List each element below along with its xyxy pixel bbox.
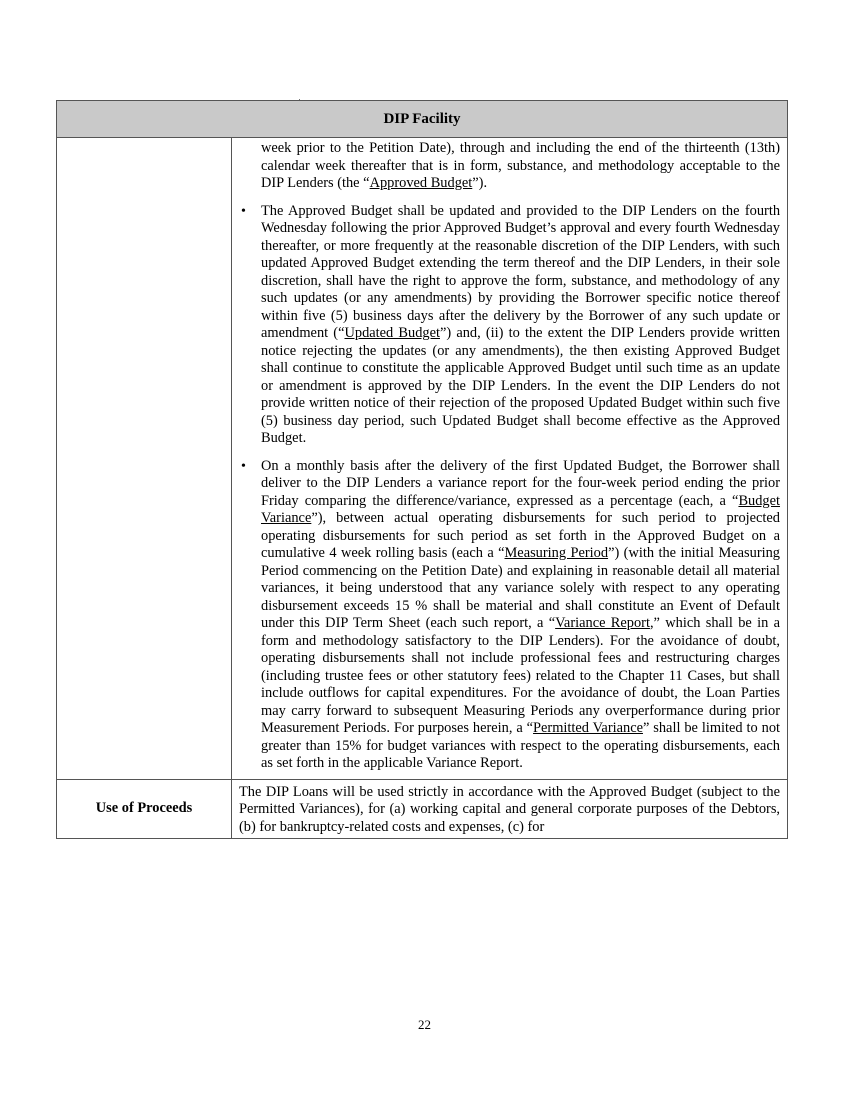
continuation-tail: ”). <box>472 175 488 191</box>
bullet-text: ”), between actual operating disbursements for such period to projected operating disbursements for such period as set forth in the Approved Budget on a cumulative 4 week rolling basis (each a “ <box>261 510 781 561</box>
continuation-text: week prior to the Petition Date), through and including the end of the thirteenth (13th) calendar week thereafter that is in form, substance, and methodology acceptable to the DIP Lenders (the “ <box>261 140 781 191</box>
table-header: DIP Facility <box>57 101 788 138</box>
bullet-text: On a monthly basis after the delivery of the first Updated Budget, the Borrower shall deliver to the DIP Lenders a variance report for the four-week period ending the prior Friday comparing the difference/variance, expressed as a percentage (each, a “ <box>261 457 781 509</box>
use-of-proceeds-label: Use of Proceeds <box>57 779 232 838</box>
bullet-icon: • <box>241 458 246 474</box>
bullet-variance-report <box>239 458 780 773</box>
continuation-paragraph <box>239 140 780 193</box>
defined-term-budget-variance: Budget Variance <box>261 492 781 526</box>
budget-row-label <box>57 138 232 780</box>
bullet-text: ” shall be limited to not greater than 15% for budget variances with respect to the operating disbursements, each as set forth in the applicable Variance Report. <box>261 720 781 771</box>
table-header-row <box>57 101 788 138</box>
defined-term-approved-budget: Approved Budget <box>369 175 473 191</box>
use-of-proceeds-content: The DIP Loans will be used strictly in accordance with the Approved Budget (subject to the Permitted Variances), for (a) working capital and general corporate purposes of the Debtors, (b) for bankruptcy-related costs and expenses, (c) for <box>232 779 788 838</box>
bullet-text: ,” which shall be in a form and methodology satisfactory to the DIP Lenders). For the avoidance of doubt, operating disbursements shall not include professional fees and restructuring charges (including trustee fees or other statutory fees) related to the Chapter 11 Cases, but shall include outflows for capital expenditures. For the avoidance of doubt, the Loan Parties may carry forward to subsequent Measuring Periods any overperformance during prior Measurement Periods. For purposes herein, a “ <box>261 615 781 736</box>
bullet-text: ”) (with the initial Measuring Period commencing on the Petition Date) and explaining in reasonable detail all material variances, it being understood that any variance solely with respect to any operating disbursement exceeds 15 % shall be material and shall constitute an Event of Default under this DIP Term Sheet (each such report, a “ <box>261 545 781 631</box>
bullet-icon: • <box>241 203 246 219</box>
defined-term-variance-report: Variance Report <box>555 615 650 631</box>
budget-row-content <box>232 138 788 780</box>
page-number: 22 <box>418 1017 431 1032</box>
dip-facility-table <box>56 100 788 839</box>
defined-term-permitted-variance: Permitted Variance <box>533 720 643 736</box>
bullet-updated-budget <box>239 203 780 448</box>
bullet-text: The Approved Budget shall be updated and provided to the DIP Lenders on the fourth Wednesday following the prior Approved Budget’s approval and every fourth Wednesday thereafter, or more frequently at the reasonable discretion of the DIP Lenders, with such updated Approved Budget extending the term thereof and the DIP Lenders, in their sole discretion, shall have the right to approve the form, substance, and methodology of any such updates (or any amendments) by providing the Borrower specific notice thereof within five (5) business days after the delivery by the Borrower of any such update or amendment (“ <box>261 202 781 341</box>
defined-term-measuring-period: Measuring Period <box>504 545 609 561</box>
budget-row <box>57 138 788 780</box>
defined-term-updated-budget: Updated Budget <box>344 325 440 341</box>
bullet-text-tail: ”) and, (ii) to the extent the DIP Lenders provide written notice rejecting the updates (or any amendments), the then existing Approved Budget shall continue to constitute the applicable Approved Budget until such time as an update or amendment is approved by the DIP Lenders. In the event the DIP Lenders do not provide written notice of their rejection of the proposed Updated Budget within such five (5) business day period, such Updated Budget shall become effective as the Approved Budget. <box>261 325 781 446</box>
use-of-proceeds-row <box>57 779 788 838</box>
